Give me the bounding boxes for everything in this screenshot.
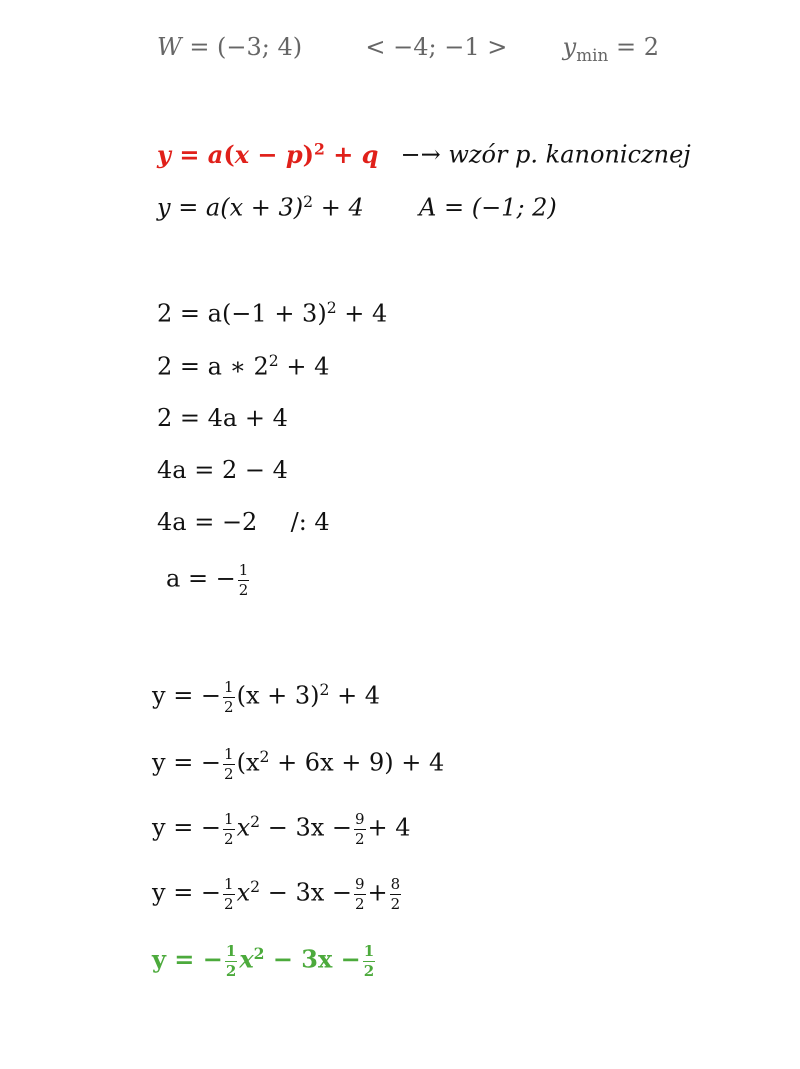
substituted-form-line [157, 195, 557, 220]
ymin-sub: min [576, 44, 609, 65]
final-general-form [152, 943, 377, 979]
l3-lhs: y = a(x + 3) [157, 193, 304, 222]
s6-fraction [238, 562, 250, 598]
e5-exp: 2 [253, 943, 265, 963]
e5-den1: 2 [225, 961, 237, 980]
f-minus: − [257, 139, 278, 169]
expand-1 [152, 679, 380, 715]
e1-tail: + 4 [337, 681, 381, 710]
f-exp: 2 [313, 139, 325, 158]
e3-lhs: y = − [152, 813, 222, 842]
expand-4 [152, 876, 403, 912]
e4-mid: − 3x − [267, 878, 352, 907]
interval: < −4; −1 > [365, 33, 508, 61]
e2-exp: 2 [259, 747, 270, 766]
e5-x: x [239, 944, 254, 974]
f-close: ) [302, 139, 314, 169]
expand-3 [152, 811, 411, 847]
ymin-value: = 2 [615, 33, 659, 61]
f-plus: + [333, 139, 354, 169]
e4-fraction-3 [390, 876, 402, 912]
w-var: W [157, 33, 182, 61]
step-4 [157, 458, 288, 482]
f-open: ( [223, 139, 235, 169]
e4-num3: 8 [390, 875, 401, 893]
step-2 [157, 354, 329, 379]
f-x: x [234, 139, 250, 169]
f-p: p [285, 139, 303, 169]
e1-fraction [223, 679, 235, 715]
e4-exp: 2 [250, 877, 261, 896]
e5-lhs: y = − [152, 944, 223, 974]
e1-exp: 2 [319, 680, 330, 699]
s2-exp: 2 [268, 352, 279, 370]
canonical-form-line [157, 141, 691, 167]
e3-den1: 2 [224, 829, 234, 848]
ymin-var: y [562, 33, 577, 61]
e2-num: 1 [224, 745, 234, 763]
point-a: A = (−1; 2) [419, 193, 557, 222]
e2-tail: + 6x + 9) + 4 [277, 748, 445, 777]
canonical-formula [157, 140, 387, 169]
step-3 [157, 406, 288, 430]
domain-range-line [157, 35, 659, 64]
e3-x: x [236, 813, 251, 842]
e3-mid: − 3x − [267, 813, 352, 842]
e4-fraction-2 [354, 876, 366, 912]
e4-num2: 9 [354, 875, 365, 893]
f-q: q [361, 139, 379, 169]
s1-exp: 2 [326, 299, 337, 317]
s6-den: 2 [238, 580, 249, 599]
e3-den2: 2 [354, 829, 365, 848]
s2-rhs: + 4 [286, 352, 330, 381]
step-6 [166, 562, 251, 598]
l3-exp: 2 [303, 193, 314, 211]
e3-fraction-2 [354, 811, 366, 847]
s5-eq: 4a = −2 [157, 508, 258, 536]
s1-lhs: 2 = a(−1 + 3) [157, 299, 327, 328]
e5-num1: 1 [225, 942, 237, 960]
e3-fraction-1 [223, 811, 235, 847]
s1-rhs: + 4 [344, 299, 388, 328]
e3-exp: 2 [250, 812, 261, 831]
f-y: y [157, 139, 171, 169]
e5-fraction-2 [363, 943, 375, 979]
step-1 [157, 301, 387, 326]
canonical-label: wzór p. kanonicznej [448, 140, 691, 169]
step-5 [157, 510, 330, 534]
e5-num2: 1 [363, 942, 375, 960]
e4-plus: + [367, 878, 388, 907]
e4-den1: 2 [224, 894, 234, 913]
s3-text: 2 = 4a + 4 [157, 404, 288, 432]
e5-fraction-1 [225, 943, 237, 979]
e2-rest: (x [236, 748, 260, 777]
f-a: a [207, 139, 224, 169]
e1-rest: (x + 3) [236, 681, 320, 710]
e4-lhs: y = − [152, 878, 222, 907]
s4-text: 4a = 2 − 4 [157, 456, 288, 484]
e5-mid: − 3x − [272, 944, 361, 974]
e5-den2: 2 [363, 961, 375, 980]
s5-op: /: 4 [290, 508, 330, 536]
e4-x: x [236, 878, 251, 907]
e4-den2: 2 [354, 894, 365, 913]
e2-lhs: y = − [152, 748, 222, 777]
e1-num: 1 [224, 678, 234, 696]
expand-2 [152, 746, 444, 782]
s6-lhs: a = − [166, 564, 236, 593]
e4-num1: 1 [224, 875, 234, 893]
e3-tail: + 4 [367, 813, 411, 842]
e4-den3: 2 [390, 894, 401, 913]
e1-den: 2 [224, 697, 234, 716]
e2-fraction [223, 746, 235, 782]
e3-num1: 1 [224, 810, 234, 828]
s2-lhs: 2 = a ∗ 2 [157, 352, 269, 381]
l3-rhs: + 4 [320, 193, 364, 222]
e4-fraction-1 [223, 876, 235, 912]
e2-den: 2 [224, 764, 234, 783]
e3-num2: 9 [354, 810, 365, 828]
f-eq: = [179, 139, 200, 169]
arrow: −→ [400, 140, 441, 169]
s6-num: 1 [238, 561, 249, 579]
w-value: = (−3; 4) [189, 33, 303, 61]
e1-lhs: y = − [152, 681, 222, 710]
